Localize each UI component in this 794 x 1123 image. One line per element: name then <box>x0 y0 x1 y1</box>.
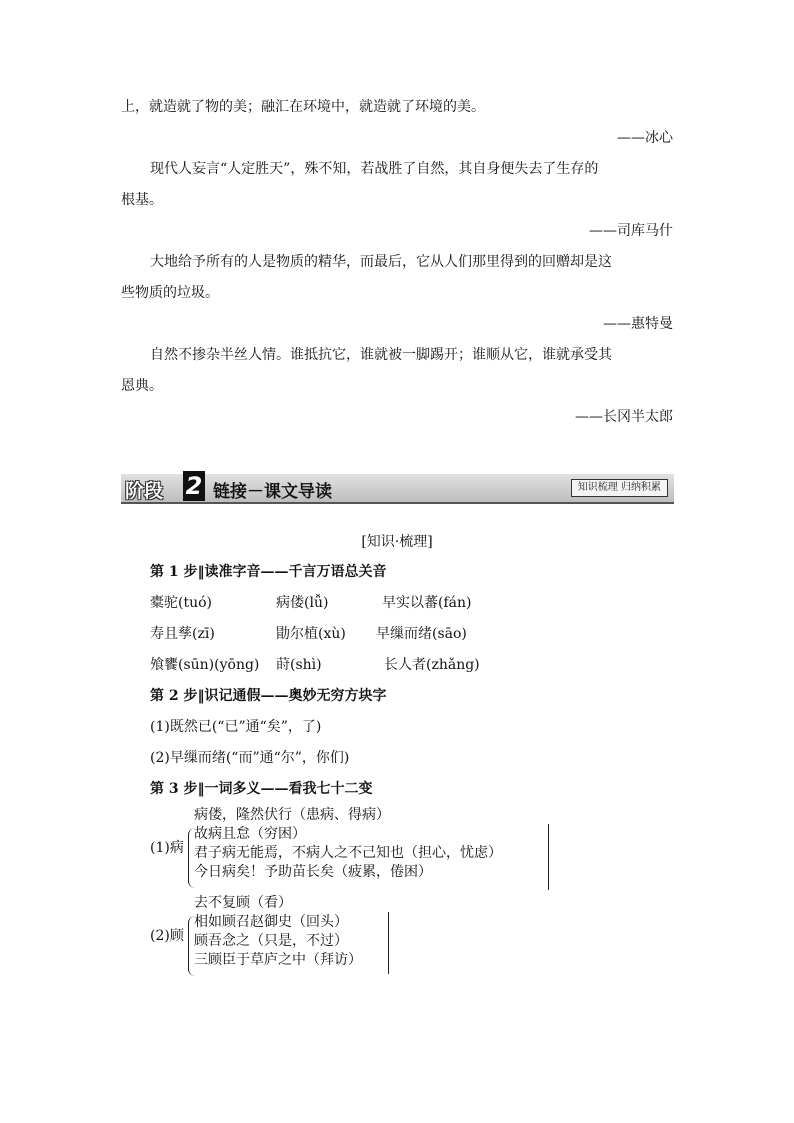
banner-stage-label: 阶段 <box>125 480 164 502</box>
polysemy-group-gu <box>150 894 410 976</box>
quote-4-line-1: 自然不掺杂半丝人情。谁抵抗它，谁就被一脚踢开；谁顺从它，谁就承受其 <box>150 347 612 363</box>
quote-1-author: ——冰心 <box>617 130 673 146</box>
banner-title: 链接－课文导读 <box>213 482 332 502</box>
polysemy-label: (2)顾 <box>150 928 184 944</box>
polysemy-item: 顾吾念之（只是，不过） <box>194 933 348 949</box>
pronunciation-cell: 寿且孳(zī) <box>150 626 215 642</box>
close-brace <box>546 824 549 890</box>
quote-2-line-1: 现代人妄言“人定胜天”，殊不知，若战胜了自然，其自身便失去了生存的 <box>150 161 599 177</box>
pronunciation-cell: 勖尔植(xù) <box>276 626 346 642</box>
polysemy-item: 病偻，隆然伏行（患病、得病） <box>194 807 390 823</box>
polysemy-item: 故病且怠（穷困） <box>194 826 306 842</box>
step-1-heading: 第 1 步‖读准字音——千言万语总关音 <box>150 564 387 580</box>
banner-stage-number: 2 <box>183 471 205 501</box>
pronunciation-cell: 早缫而绪(sāo) <box>376 626 467 642</box>
step-3-heading: 第 3 步‖一词多义——看我七十二变 <box>150 781 373 797</box>
close-brace <box>386 912 389 974</box>
pronunciation-cell: 长人者(zhǎng) <box>384 657 480 673</box>
step-2-heading: 第 2 步‖识记通假——奥妙无穷方块字 <box>150 688 387 704</box>
quote-4-author: ——长冈半太郎 <box>575 409 673 425</box>
quote-2-line-2: 根基。 <box>121 192 163 208</box>
loanword-item: (2)早缫而绪(“而”通“尔”，你们) <box>150 750 350 766</box>
polysemy-group-bing <box>150 806 570 888</box>
polysemy-item: 去不复顾（看） <box>194 895 292 911</box>
quote-3-line-1: 大地给予所有的人是物质的精华，而最后，它从人们那里得到的回赠却是这 <box>150 254 612 270</box>
polysemy-item: 相如顾召赵御史（回头） <box>194 914 348 930</box>
quote-4-line-2: 恩典。 <box>121 378 163 394</box>
polysemy-label: (1)病 <box>150 840 184 856</box>
section-title: [知识·梳理] <box>361 534 433 550</box>
polysemy-item: 君子病无能焉，不病人之不己知也（担心，忧虑） <box>194 845 502 861</box>
banner-tag: 知识梳理 归纳积累 <box>571 479 668 497</box>
section-banner <box>121 474 674 504</box>
quote-3-line-2: 些物质的垃圾。 <box>121 285 219 301</box>
loanword-item: (1)既然已(“已”通“矣”，了) <box>150 719 322 735</box>
polysemy-item: 今日病矣！予助苗长矣（疲累，倦困） <box>194 864 432 880</box>
polysemy-item: 三顾臣于草庐之中（拜访） <box>194 952 362 968</box>
pronunciation-cell: 飧饔(sūn)(yōng) <box>150 657 260 673</box>
quote-2-author: ——司库马什 <box>589 223 673 239</box>
pronunciation-cell: 早实以蕃(fán) <box>382 595 472 611</box>
quote-1-tail: 上，就造就了物的美；融汇在环境中，就造就了环境的美。 <box>121 99 485 115</box>
pronunciation-cell: 橐驼(tuó) <box>150 595 212 611</box>
quote-3-author: ——惠特曼 <box>603 316 673 332</box>
pronunciation-cell: 莳(shì) <box>276 657 322 673</box>
pronunciation-cell: 病偻(lǚ) <box>276 595 329 611</box>
